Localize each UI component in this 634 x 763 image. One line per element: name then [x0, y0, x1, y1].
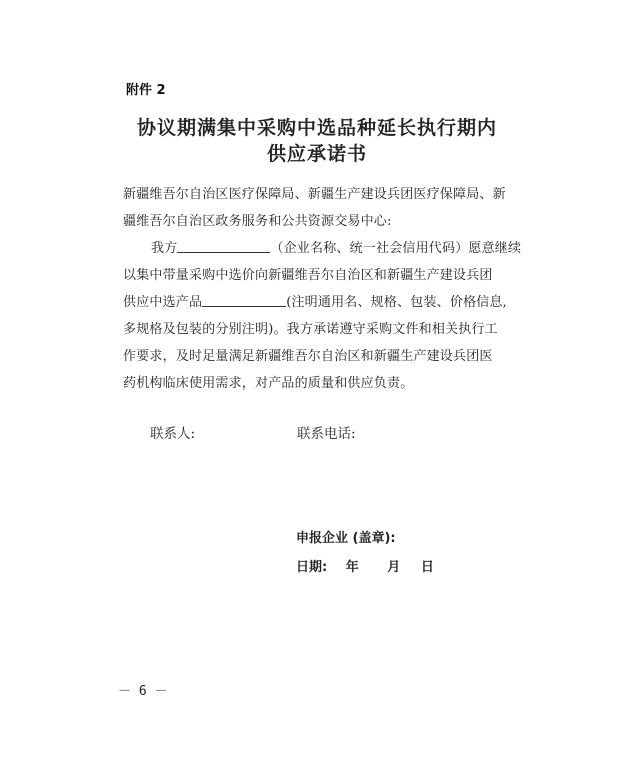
contact-phone-label: 联系电话:: [297, 426, 356, 442]
page-number: － 6 －: [118, 684, 168, 699]
document-title-line1: 协议期满集中采购中选品种延长执行期内: [136, 117, 497, 139]
paragraph-line1: [151, 237, 521, 256]
product-info-note: (注明通用名、规格、包装、价格信息,: [286, 295, 508, 310]
paragraph-line2: 以集中带量采购中选价向新疆维吾尔自治区和新疆生产建设兵团: [123, 268, 493, 283]
product-label: 供应中选产品: [123, 295, 203, 310]
paragraph-line3: [123, 291, 507, 310]
year-label: 年: [345, 560, 359, 575]
date-row: [296, 556, 434, 575]
we-party-label: 我方: [151, 241, 178, 256]
paragraph-line6: 药机构临床使用需求，对产品的质量和供应负责。: [123, 376, 414, 391]
recipient-line1: 新疆维吾尔自治区医疗保障局、新疆生产建设兵团医疗保障局、新: [123, 187, 506, 202]
month-label: 月: [387, 560, 401, 575]
day-label: 日: [420, 560, 434, 575]
company-name-blank: [177, 239, 270, 253]
recipient-line2: 疆维吾尔自治区政务服务和公共资源交易中心:: [123, 214, 392, 229]
company-info-note: （企业名称、统一社会信用代码）愿意继续: [270, 241, 522, 256]
company-seal-label: 申报企业 (盖章):: [296, 531, 396, 546]
contact-person-label: 联系人:: [150, 426, 196, 442]
attachment-label: 附件 2: [126, 83, 166, 98]
product-blank: [202, 293, 286, 307]
paragraph-line4: 多规格及包装的分别注明)。我方承诺遵守采购文件和相关执行工: [123, 322, 498, 337]
document-title-line2: 供应承诺书: [266, 143, 367, 165]
paragraph-line5: 作要求，及时足量满足新疆维吾尔自治区和新疆生产建设兵团医: [123, 349, 493, 364]
date-label: 日期:: [296, 560, 328, 575]
